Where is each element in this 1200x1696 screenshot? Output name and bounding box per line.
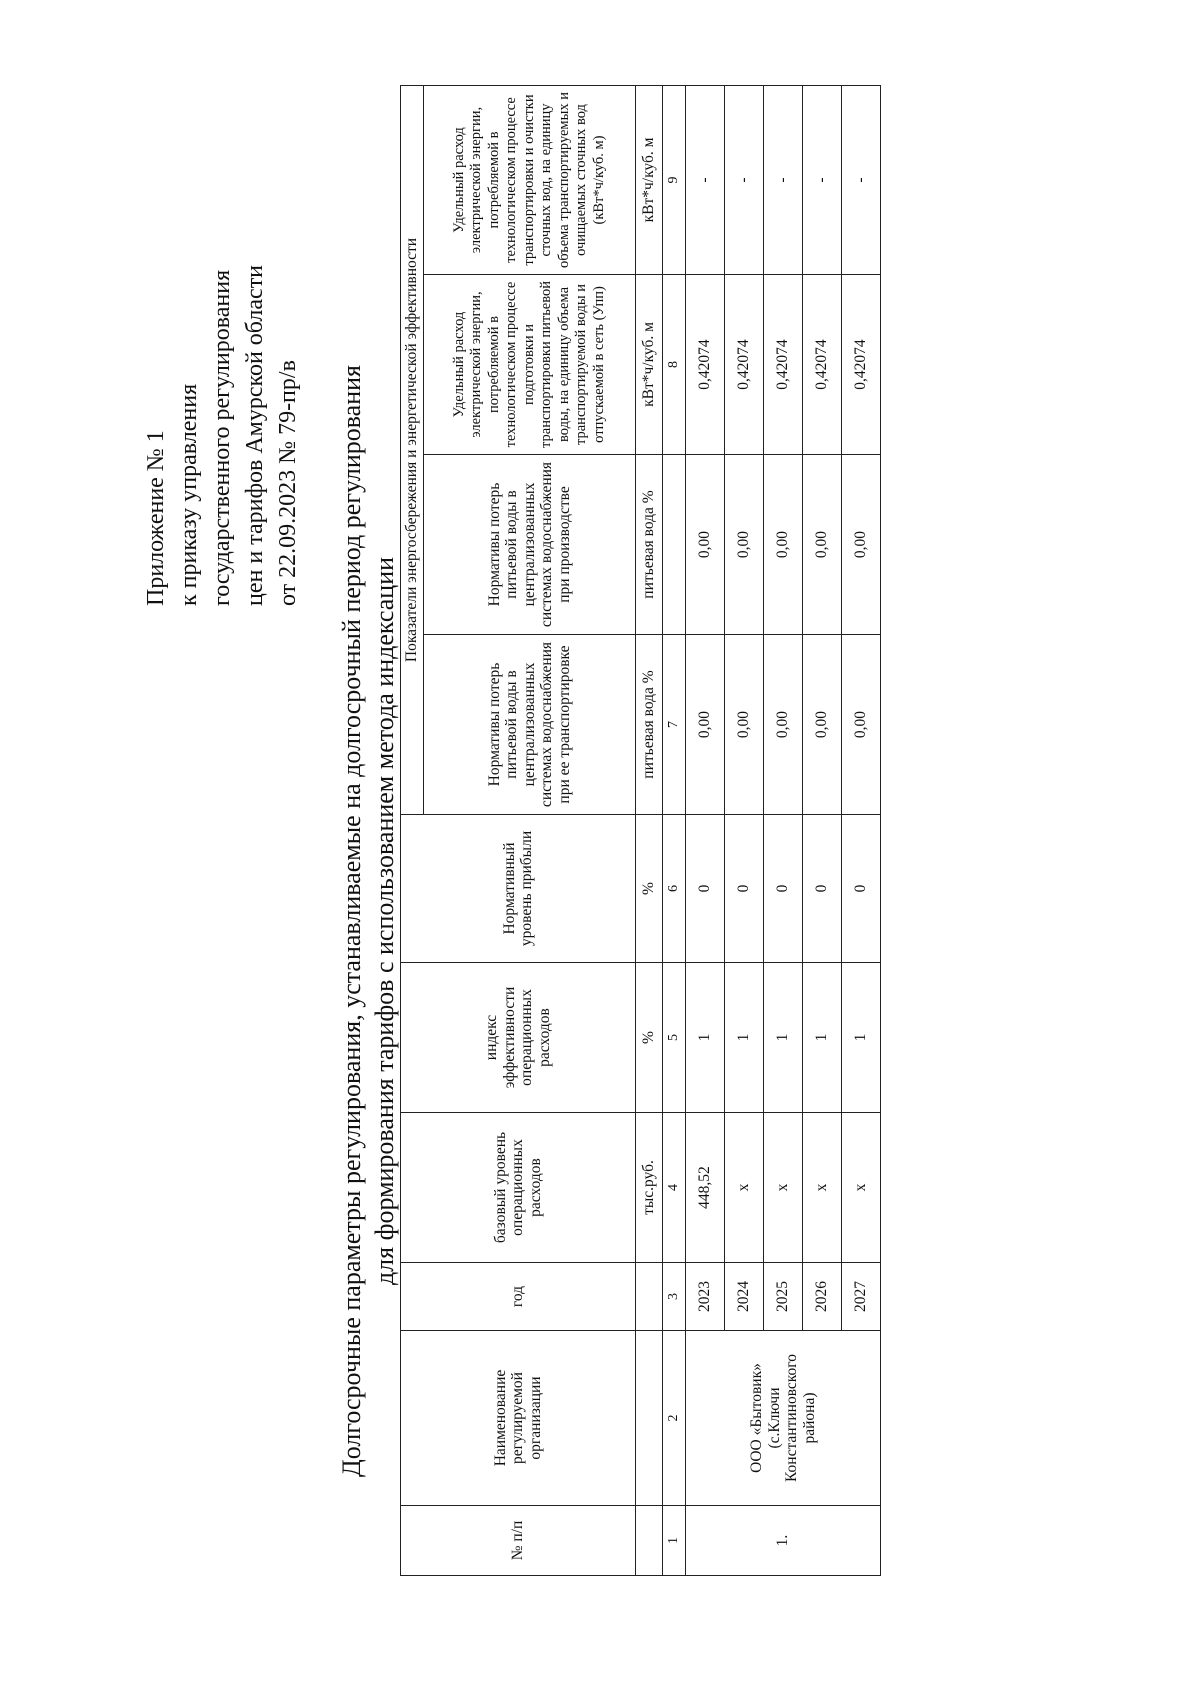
cell-energy-water: 0,42074 (842, 275, 881, 455)
column-number: 1 (663, 1506, 686, 1576)
cell-profit-level: 0 (764, 815, 803, 963)
units-row (636, 86, 663, 1576)
cell-profit-level: 0 (842, 815, 881, 963)
unit-cell: кВт*ч/куб. м (636, 275, 663, 455)
column-number: 7 (663, 635, 686, 815)
header-energy-group: Показатели энергосбережения и энергетической эффективности (401, 86, 424, 815)
column-number: 4 (663, 1113, 686, 1263)
table-row (686, 86, 725, 1576)
column-number-row (663, 86, 686, 1576)
column-number: 6 (663, 815, 686, 963)
cell-year: 2026 (803, 1263, 842, 1331)
cell-base-level: х (803, 1113, 842, 1263)
cell-loss-transport: 0,00 (842, 635, 881, 815)
cell-year: 2024 (725, 1263, 764, 1331)
cell-energy-sewage: - (842, 86, 881, 275)
header-base-level: базовый уровень операционных расходов (401, 1113, 636, 1263)
header-profit-level: Нормативный уровень прибыли (401, 815, 636, 963)
header-num: № п/п (401, 1506, 636, 1576)
header-efficiency-index: индекс эффективности операционных расходов (401, 963, 636, 1113)
header-loss-production: Нормативы потерь питьевой воды в централизованных системах водоснабжения при производстве (424, 455, 636, 635)
appendix-line: Приложение № 1 (143, 430, 169, 606)
unit-cell: питьевая вода % (636, 455, 663, 635)
cell-loss-production: 0,00 (725, 455, 764, 635)
cell-energy-sewage: - (764, 86, 803, 275)
header-org: Наименование регулируемой организации (401, 1331, 636, 1506)
column-number: 3 (663, 1263, 686, 1331)
cell-profit-level: 0 (803, 815, 842, 963)
header-year: год (401, 1263, 636, 1331)
cell-base-level: х (842, 1113, 881, 1263)
cell-profit-level: 0 (725, 815, 764, 963)
column-number: 5 (663, 963, 686, 1113)
cell-efficiency-index: 1 (842, 963, 881, 1113)
cell-base-level: 448,52 (686, 1113, 725, 1263)
column-number (663, 455, 686, 635)
document-title (335, 306, 401, 1536)
cell-energy-sewage: - (686, 86, 725, 275)
cell-loss-transport: 0,00 (686, 635, 725, 815)
cell-loss-transport: 0,00 (725, 635, 764, 815)
cell-year: 2023 (686, 1263, 725, 1331)
cell-efficiency-index: 1 (725, 963, 764, 1113)
appendix-line: от 22.09.2023 № 79-пр/в (275, 360, 301, 606)
unit-cell: % (636, 963, 663, 1113)
header-energy-sewage: Удельный расход электрической энергии, потребляемой в технологическом процессе транспортировки и очистки сточных вод, на единицу объема транспортируемых и очищаемых сточных вод (кВт*ч/куб. м) (424, 86, 636, 275)
unit-cell (636, 1331, 663, 1506)
unit-cell: % (636, 815, 663, 963)
title-line: для формирования тарифов с использованием метода индексации (370, 556, 399, 1286)
header-loss-transport: Нормативы потерь питьевой воды в централизованных системах водоснабжения при ее транспортировке (424, 635, 636, 815)
cell-base-level: х (764, 1113, 803, 1263)
cell-base-level: х (725, 1113, 764, 1263)
cell-efficiency-index: 1 (686, 963, 725, 1113)
unit-cell: питьевая вода % (636, 635, 663, 815)
cell-year: 2027 (842, 1263, 881, 1331)
cell-energy-water: 0,42074 (725, 275, 764, 455)
unit-cell (636, 1263, 663, 1331)
cell-efficiency-index: 1 (803, 963, 842, 1113)
appendix-line: цен и тарифов Амурской области (242, 264, 268, 606)
header-energy-water: Удельный расход электрической энергии, потребляемой в технологическом процессе подготовки и транспортировки питьевой воды, на единицу объема транспортируемой воды и отпускаемой в сеть (Упп) (424, 275, 636, 455)
title-line: Долгосрочные параметры регулирования, устанавливаемые на долгосрочный период регулирования (337, 364, 366, 1478)
column-number: 2 (663, 1331, 686, 1506)
cell-energy-sewage: - (803, 86, 842, 275)
cell-loss-production: 0,00 (803, 455, 842, 635)
header-row-group (401, 86, 424, 1576)
organization-name: ООО «Бытовик» (с.Ключи Константиновского района) (686, 1331, 881, 1506)
cell-energy-sewage: - (725, 86, 764, 275)
cell-energy-water: 0,42074 (803, 275, 842, 455)
cell-loss-production: 0,00 (764, 455, 803, 635)
unit-cell: тыс.руб. (636, 1113, 663, 1263)
unit-cell: кВт*ч/куб. м (636, 86, 663, 275)
cell-loss-production: 0,00 (842, 455, 881, 635)
row-number: 1. (686, 1506, 881, 1576)
cell-year: 2025 (764, 1263, 803, 1331)
appendix-line: к приказу управления (176, 383, 202, 606)
cell-loss-transport: 0,00 (803, 635, 842, 815)
cell-profit-level: 0 (686, 815, 725, 963)
cell-efficiency-index: 1 (764, 963, 803, 1113)
column-number: 9 (663, 86, 686, 275)
parameters-table (400, 85, 881, 1576)
unit-cell (636, 1506, 663, 1576)
cell-energy-water: 0,42074 (764, 275, 803, 455)
cell-loss-transport: 0,00 (764, 635, 803, 815)
appendix-line: государственного регулирования (209, 269, 235, 606)
appendix-block (140, 265, 305, 606)
cell-loss-production: 0,00 (686, 455, 725, 635)
column-number: 8 (663, 275, 686, 455)
cell-energy-water: 0,42074 (686, 275, 725, 455)
